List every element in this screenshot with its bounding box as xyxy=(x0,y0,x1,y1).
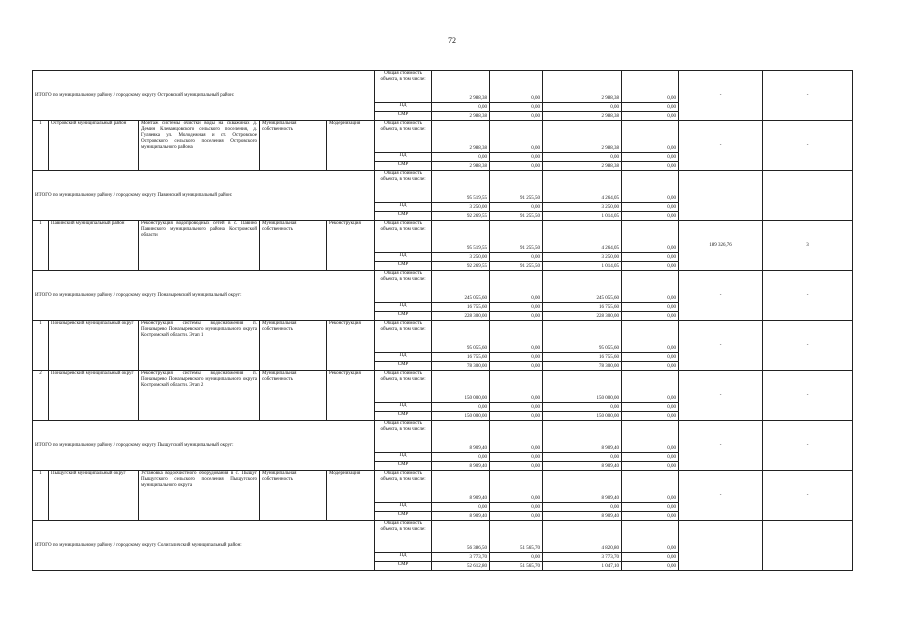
total-title: ИТОГО по муниципальному району / городскому округу Пыщугский муниципальный округ: xyxy=(33,421,375,471)
smr-value: 2 988,38 xyxy=(432,162,490,171)
extra-value: - xyxy=(679,371,763,421)
total-row xyxy=(33,171,853,203)
extra-value: 189 326,76 xyxy=(679,221,763,271)
smr-value: 51 565,70 xyxy=(490,562,543,571)
smr-value: 0,00 xyxy=(622,412,679,421)
object-description: Реконструкция водопроводных сетей в с. Павино Павинского муниципального района Костромской области xyxy=(139,221,260,271)
extra-value: - xyxy=(679,271,763,321)
total-row xyxy=(33,71,853,103)
page-number: 72 xyxy=(448,36,456,45)
table-body xyxy=(33,71,853,571)
smr-label: СМР xyxy=(375,412,432,421)
smr-label: СМР xyxy=(375,362,432,371)
pd-value: 0,00 xyxy=(543,453,622,462)
total-row xyxy=(33,271,853,303)
total-cost-label: Общая стоимость объекта, в том числе: xyxy=(375,421,432,453)
extra-value: - xyxy=(763,71,853,121)
total-cost-label: Общая стоимость объекта, в том числе: xyxy=(375,121,432,153)
total-row xyxy=(33,521,853,553)
smr-label: СМР xyxy=(375,512,432,521)
pd-value: 0,00 xyxy=(543,503,622,512)
item-row xyxy=(33,121,853,153)
total-cost-value: 0,00 xyxy=(490,421,543,453)
pd-value: 16 755,60 xyxy=(432,303,490,312)
object-description: Реконструкция системы водоснабжения п. Поназырево Поназыревского муниципального округа Костромской области. Этап 1 xyxy=(139,321,260,371)
total-cost-label: Общая стоимость объекта, в том числе: xyxy=(375,471,432,503)
total-cost-value: 8 909,40 xyxy=(432,421,490,453)
smr-value: 8 909,40 xyxy=(432,512,490,521)
pd-value: 0,00 xyxy=(432,503,490,512)
pd-label: ПД xyxy=(375,553,432,562)
smr-value: 0,00 xyxy=(622,462,679,471)
smr-value: 0,00 xyxy=(490,112,543,121)
pd-value: 0,00 xyxy=(622,403,679,412)
total-cost-value: 0,00 xyxy=(622,421,679,453)
total-cost-value: 2 988,38 xyxy=(432,121,490,153)
pd-value: 3 250,00 xyxy=(543,253,622,262)
pd-value: 0,00 xyxy=(543,103,622,112)
smr-value: 8 909,40 xyxy=(432,462,490,471)
extra-value xyxy=(763,171,853,221)
item-number: 1 xyxy=(33,321,49,371)
pd-value: 0,00 xyxy=(490,103,543,112)
pd-value: 16 755,60 xyxy=(432,353,490,362)
total-cost-value: 95 055,60 xyxy=(543,321,622,353)
smr-value: 150 000,00 xyxy=(543,412,622,421)
work-type: Реконструкция xyxy=(327,221,375,271)
total-cost-value: 0,00 xyxy=(622,471,679,503)
extra-value xyxy=(763,521,853,571)
pd-label: ПД xyxy=(375,153,432,162)
smr-value: 0,00 xyxy=(490,162,543,171)
pd-value: 0,00 xyxy=(490,253,543,262)
district-name: Павинский муниципальный район xyxy=(49,221,139,271)
pd-value: 0,00 xyxy=(432,103,490,112)
smr-label: СМР xyxy=(375,312,432,321)
total-cost-value: 91 255,50 xyxy=(490,171,543,203)
pd-value: 0,00 xyxy=(622,553,679,562)
pd-value: 0,00 xyxy=(622,453,679,462)
item-row xyxy=(33,321,853,353)
smr-value: 0,00 xyxy=(490,512,543,521)
smr-value: 78 300,00 xyxy=(543,362,622,371)
extra-value: - xyxy=(679,471,763,521)
pd-value: 0,00 xyxy=(622,203,679,212)
pd-label: ПД xyxy=(375,453,432,462)
total-cost-value: 95 055,60 xyxy=(432,321,490,353)
smr-value: 92 269,55 xyxy=(432,262,490,271)
total-cost-value: 8 909,40 xyxy=(543,421,622,453)
pd-value: 16 755,60 xyxy=(543,303,622,312)
extra-value: - xyxy=(679,121,763,171)
total-cost-value: 4 264,05 xyxy=(543,171,622,203)
pd-value: 0,00 xyxy=(490,553,543,562)
district-name: Поназыревский муниципальный округ xyxy=(49,371,139,421)
smr-value: 52 612,80 xyxy=(432,562,490,571)
smr-value: 0,00 xyxy=(490,312,543,321)
smr-label: СМР xyxy=(375,162,432,171)
pd-value: 3 250,00 xyxy=(432,203,490,212)
work-type: Реконструкция xyxy=(327,371,375,421)
pd-value: 0,00 xyxy=(432,403,490,412)
item-row xyxy=(33,371,853,403)
smr-value: 0,00 xyxy=(622,312,679,321)
pd-label: ПД xyxy=(375,253,432,262)
extra-value: - xyxy=(679,321,763,371)
smr-value: 1 014,05 xyxy=(543,212,622,221)
total-cost-label: Общая стоимость объекта, в том числе: xyxy=(375,371,432,403)
smr-value: 0,00 xyxy=(622,262,679,271)
pd-value: 0,00 xyxy=(543,153,622,162)
ownership-type: Муниципальная собственность xyxy=(260,371,327,421)
investment-table xyxy=(32,70,853,571)
pd-value: 3 250,00 xyxy=(432,253,490,262)
pd-value: 0,00 xyxy=(622,303,679,312)
item-number: 1 xyxy=(33,471,49,521)
item-number: 1 xyxy=(33,221,49,271)
total-cost-value: 0,00 xyxy=(490,71,543,103)
total-cost-value: 95 519,55 xyxy=(432,221,490,253)
smr-value: 0,00 xyxy=(622,562,679,571)
smr-value: 91 255,50 xyxy=(490,262,543,271)
ownership-type: Муниципальная собственность xyxy=(260,221,327,271)
total-cost-value: 245 055,60 xyxy=(543,271,622,303)
smr-label: СМР xyxy=(375,262,432,271)
pd-value: 0,00 xyxy=(622,253,679,262)
total-cost-value: 0,00 xyxy=(490,121,543,153)
extra-value: - xyxy=(763,471,853,521)
total-title: ИТОГО по муниципальному району / городскому округу Поназыревский муниципальный округ: xyxy=(33,271,375,321)
total-cost-value: 95 519,55 xyxy=(432,171,490,203)
pd-value: 16 755,60 xyxy=(543,353,622,362)
total-cost-label: Общая стоимость объекта, в том числе: xyxy=(375,321,432,353)
pd-value: 3 773,70 xyxy=(432,553,490,562)
total-cost-value: 0,00 xyxy=(622,71,679,103)
total-cost-value: 245 055,60 xyxy=(432,271,490,303)
pd-value: 0,00 xyxy=(490,403,543,412)
total-cost-value: 2 988,38 xyxy=(543,121,622,153)
smr-value: 1 047,10 xyxy=(543,562,622,571)
pd-value: 0,00 xyxy=(490,353,543,362)
extra-value: - xyxy=(763,321,853,371)
pd-label: ПД xyxy=(375,353,432,362)
smr-value: 8 909,40 xyxy=(543,512,622,521)
pd-label: ПД xyxy=(375,103,432,112)
total-cost-value: 2 988,38 xyxy=(432,71,490,103)
total-cost-value: 56 386,50 xyxy=(432,521,490,553)
object-description: Монтаж системы очистки воды на скважинах д. Демин Клеванцовского сельского поселения, д. Гуляевка ул. Молодежная и ст. Островское Островского сельского поселения Островского муниципального района xyxy=(139,121,260,171)
pd-value: 0,00 xyxy=(622,103,679,112)
total-cost-value: 150 000,00 xyxy=(543,371,622,403)
pd-label: ПД xyxy=(375,203,432,212)
smr-value: 2 988,38 xyxy=(543,112,622,121)
extra-value: - xyxy=(679,71,763,121)
smr-value: 0,00 xyxy=(490,412,543,421)
smr-value: 91 255,50 xyxy=(490,212,543,221)
pd-value: 0,00 xyxy=(490,453,543,462)
district-name: Островский муниципальный район xyxy=(49,121,139,171)
extra-value: 3 xyxy=(763,221,853,271)
pd-label: ПД xyxy=(375,403,432,412)
pd-value: 0,00 xyxy=(490,203,543,212)
total-cost-value: 0,00 xyxy=(622,171,679,203)
total-row xyxy=(33,421,853,453)
total-cost-value: 0,00 xyxy=(490,471,543,503)
total-cost-value: 91 255,50 xyxy=(490,221,543,253)
total-cost-value: 4 820,80 xyxy=(543,521,622,553)
pd-value: 3 250,00 xyxy=(543,203,622,212)
total-cost-label: Общая стоимость объекта, в том числе: xyxy=(375,71,432,103)
smr-value: 0,00 xyxy=(490,462,543,471)
pd-value: 0,00 xyxy=(490,153,543,162)
item-row xyxy=(33,471,853,503)
object-description: Установка водоочистного оборудования в с. Пыщуг Пыщугского сельского поселения Пыщугского муниципального округа xyxy=(139,471,260,521)
work-type: Реконструкция xyxy=(327,321,375,371)
extra-value: - xyxy=(763,421,853,471)
extra-value xyxy=(679,521,763,571)
total-cost-label: Общая стоимость объекта, в том числе: xyxy=(375,521,432,553)
smr-value: 2 988,38 xyxy=(432,112,490,121)
total-cost-value: 0,00 xyxy=(622,221,679,253)
total-cost-label: Общая стоимость объекта, в том числе: xyxy=(375,271,432,303)
pd-value: 3 773,70 xyxy=(543,553,622,562)
total-cost-value: 0,00 xyxy=(622,271,679,303)
extra-value: - xyxy=(679,421,763,471)
pd-value: 0,00 xyxy=(432,453,490,462)
total-title: ИТОГО по муниципальному району / городскому округу Солигаличский муниципальный район: xyxy=(33,521,375,571)
pd-value: 0,00 xyxy=(622,503,679,512)
ownership-type: Муниципальная собственность xyxy=(260,121,327,171)
smr-value: 228 300,00 xyxy=(432,312,490,321)
ownership-type: Муниципальная собственность xyxy=(260,321,327,371)
work-type: Модернизация xyxy=(327,121,375,171)
total-title: ИТОГО по муниципальному району / городскому округу Павинский муниципальный район: xyxy=(33,171,375,221)
smr-value: 78 300,00 xyxy=(432,362,490,371)
total-cost-label: Общая стоимость объекта, в том числе: xyxy=(375,221,432,253)
total-cost-value: 8 909,40 xyxy=(543,471,622,503)
pd-value: 0,00 xyxy=(622,153,679,162)
total-cost-value: 0,00 xyxy=(490,271,543,303)
smr-value: 0,00 xyxy=(490,362,543,371)
district-name: Пыщугский муниципальный округ xyxy=(49,471,139,521)
pd-value: 0,00 xyxy=(543,403,622,412)
item-row xyxy=(33,221,853,253)
smr-label: СМР xyxy=(375,112,432,121)
smr-value: 228 300,00 xyxy=(543,312,622,321)
smr-label: СМР xyxy=(375,462,432,471)
smr-value: 1 014,05 xyxy=(543,262,622,271)
smr-value: 92 269,55 xyxy=(432,212,490,221)
smr-label: СМР xyxy=(375,562,432,571)
smr-value: 0,00 xyxy=(622,212,679,221)
pd-value: 0,00 xyxy=(622,353,679,362)
work-type: Модернизация xyxy=(327,471,375,521)
total-cost-value: 0,00 xyxy=(490,371,543,403)
extra-value: - xyxy=(763,371,853,421)
total-cost-value: 0,00 xyxy=(622,521,679,553)
total-cost-value: 51 565,70 xyxy=(490,521,543,553)
smr-value: 0,00 xyxy=(622,112,679,121)
total-cost-value: 0,00 xyxy=(622,321,679,353)
ownership-type: Муниципальная собственность xyxy=(260,471,327,521)
extra-value xyxy=(679,171,763,221)
extra-value: - xyxy=(763,271,853,321)
smr-value: 0,00 xyxy=(622,512,679,521)
smr-value: 0,00 xyxy=(622,162,679,171)
total-cost-value: 2 988,38 xyxy=(543,71,622,103)
item-number: 1 xyxy=(33,121,49,171)
smr-value: 8 909,40 xyxy=(543,462,622,471)
smr-value: 0,00 xyxy=(622,362,679,371)
smr-value: 150 000,00 xyxy=(432,412,490,421)
extra-value: - xyxy=(763,121,853,171)
smr-label: СМР xyxy=(375,212,432,221)
total-cost-value: 0,00 xyxy=(622,121,679,153)
total-cost-value: 0,00 xyxy=(622,371,679,403)
pd-label: ПД xyxy=(375,503,432,512)
pd-value: 0,00 xyxy=(432,153,490,162)
total-cost-value: 0,00 xyxy=(490,321,543,353)
total-cost-label: Общая стоимость объекта, в том числе: xyxy=(375,171,432,203)
total-cost-value: 4 264,05 xyxy=(543,221,622,253)
total-cost-value: 8 909,40 xyxy=(432,471,490,503)
total-cost-value: 150 000,00 xyxy=(432,371,490,403)
pd-label: ПД xyxy=(375,303,432,312)
total-title: ИТОГО по муниципальному району / городскому округу Островский муниципальный район: xyxy=(33,71,375,121)
district-name: Поназыревский муниципальный округ xyxy=(49,321,139,371)
object-description: Реконструкция системы водоснабжения п. Поназырево Поназыревского муниципального округа Костромской области. Этап 2 xyxy=(139,371,260,421)
item-number: 2 xyxy=(33,371,49,421)
pd-value: 0,00 xyxy=(490,503,543,512)
pd-value: 0,00 xyxy=(490,303,543,312)
smr-value: 2 988,38 xyxy=(543,162,622,171)
